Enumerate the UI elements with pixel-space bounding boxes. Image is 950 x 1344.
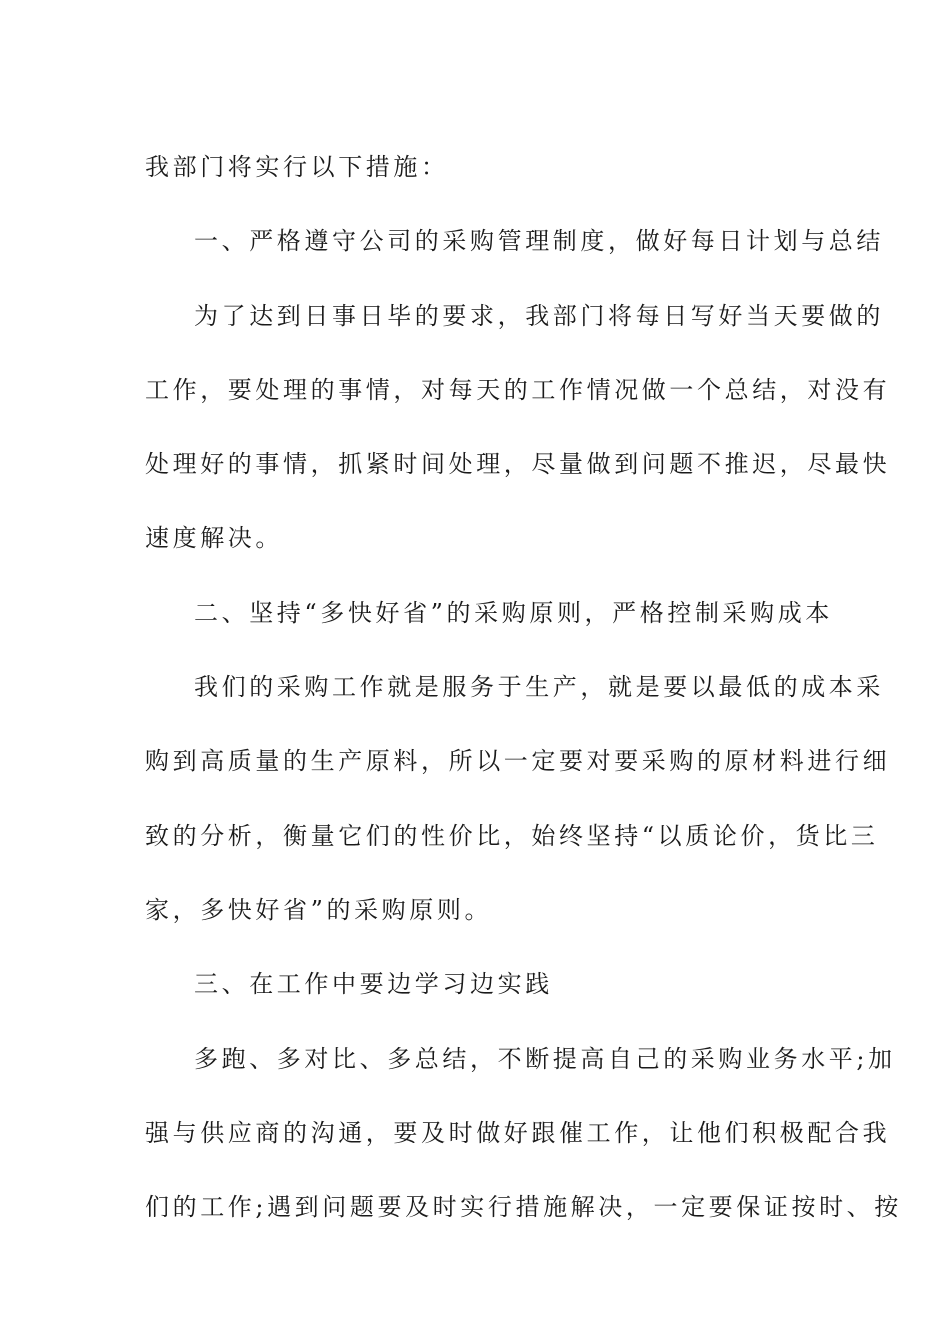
paragraph-line: 为了达到日事日毕的要求，我部门将每日写好当天要做的 <box>194 301 884 330</box>
section-heading-3: 三、在工作中要边学习边实践 <box>194 970 553 999</box>
section-heading-1: 一、严格遵守公司的采购管理制度，做好每日计划与总结 <box>194 227 884 256</box>
paragraph-line: 多跑、多对比、多总结，不断提高自己的采购业务水平;加 <box>194 1044 896 1073</box>
paragraph-line: 我们的采购工作就是服务于生产，就是要以最低的成本采 <box>194 673 884 702</box>
section-heading-2: 二、坚持“多快好省”的采购原则，严格控制采购成本 <box>194 598 833 627</box>
paragraph-line: 致的分析，衡量它们的性价比，始终坚持“以质论价，货比三 <box>145 821 879 850</box>
paragraph-line: 速度解决。 <box>145 524 283 553</box>
paragraph-line: 处理好的事情，抓紧时间处理，尽量做到问题不推迟，尽最快 <box>145 450 891 479</box>
paragraph-line: 强与供应商的沟通，要及时做好跟催工作，让他们积极配合我 <box>145 1118 891 1147</box>
document-body <box>145 130 902 1244</box>
paragraph-line: 工作，要处理的事情，对每天的工作情况做一个总结，对没有 <box>145 375 891 404</box>
paragraph-line: 们的工作;遇到问题要及时实行措施解决，一定要保证按时、按 <box>145 1193 902 1222</box>
paragraph-line: 家，多快好省”的采购原则。 <box>145 895 493 924</box>
paragraph-line: 购到高质量的生产原料，所以一定要对要采购的原材料进行细 <box>145 747 891 776</box>
intro-line: 我部门将实行以下措施： <box>145 153 449 181</box>
